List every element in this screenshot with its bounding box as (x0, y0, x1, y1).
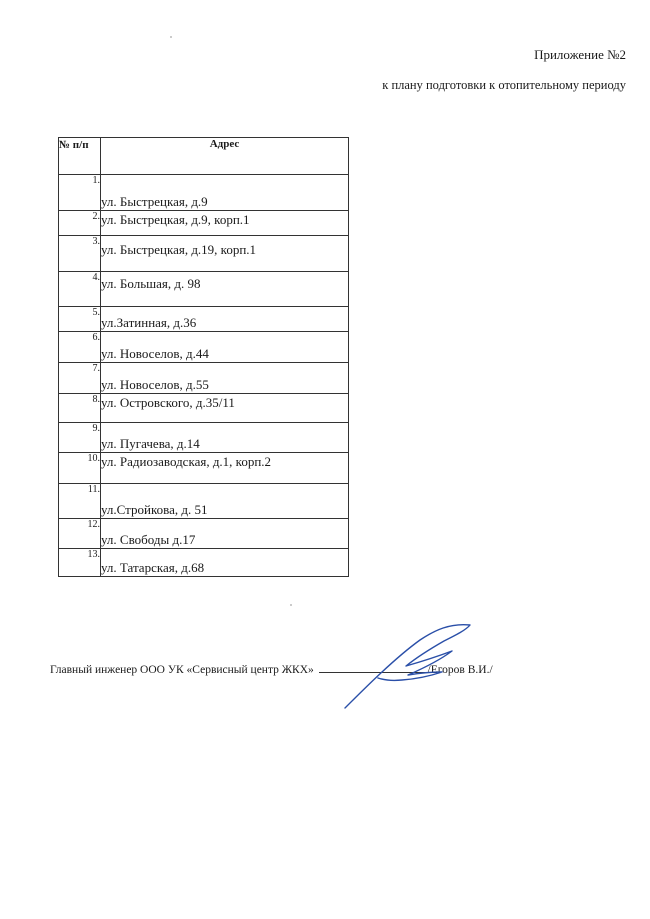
handwritten-signature (340, 618, 480, 713)
row-number: 3. (59, 236, 101, 272)
appendix-subtitle: к плану подготовки к отопительному периоду (382, 78, 626, 92)
row-number: 8. (59, 394, 101, 423)
table-row (59, 272, 349, 307)
row-address: ул. Пугачева, д.14 (101, 423, 349, 453)
row-address: ул.Затинная, д.36 (101, 307, 349, 332)
table-row (59, 236, 349, 272)
row-number: 13. (59, 549, 101, 577)
table-row (59, 394, 349, 423)
row-number: 5. (59, 307, 101, 332)
table-row (59, 453, 349, 484)
signatory-position: Главный инженер ООО УК «Сервисный центр ЖКХ» (50, 664, 314, 676)
row-number: 10. (59, 453, 101, 484)
row-address: ул. Новоселов, д.44 (101, 332, 349, 363)
table-row (59, 484, 349, 519)
scan-speck (290, 604, 292, 606)
row-number: 4. (59, 272, 101, 307)
row-address: ул. Новоселов, д.55 (101, 363, 349, 394)
scan-speck (170, 36, 172, 38)
row-number: 6. (59, 332, 101, 363)
row-number: 1. (59, 175, 101, 211)
row-address: ул. Радиозаводская, д.1, корп.2 (101, 453, 349, 484)
column-header-number: № п/п (59, 138, 101, 175)
table-row (59, 549, 349, 577)
table-header-row (59, 138, 349, 175)
table-row (59, 307, 349, 332)
table-row (59, 211, 349, 236)
row-number: 12. (59, 519, 101, 549)
column-header-address: Адрес (101, 138, 349, 175)
address-table (58, 137, 349, 577)
table-row (59, 423, 349, 453)
signatory-name: /Егоров В.И./ (427, 664, 493, 676)
row-number: 7. (59, 363, 101, 394)
row-address: ул. Свободы д.17 (101, 519, 349, 549)
table-row (59, 175, 349, 211)
row-number: 11. (59, 484, 101, 519)
table-row (59, 363, 349, 394)
row-address: ул. Островского, д.35/11 (101, 394, 349, 423)
row-address: ул.Стройкова, д. 51 (101, 484, 349, 519)
row-address: ул. Быстрецкая, д.19, корп.1 (101, 236, 349, 272)
row-address: ул. Татарская, д.68 (101, 549, 349, 577)
row-address: ул. Быстрецкая, д.9 (101, 175, 349, 211)
appendix-title: Приложение №2 (534, 47, 626, 62)
row-number: 2. (59, 211, 101, 236)
row-address: ул. Быстрецкая, д.9, корп.1 (101, 211, 349, 236)
table-row (59, 332, 349, 363)
row-address: ул. Большая, д. 98 (101, 272, 349, 307)
row-number: 9. (59, 423, 101, 453)
table-row (59, 519, 349, 549)
